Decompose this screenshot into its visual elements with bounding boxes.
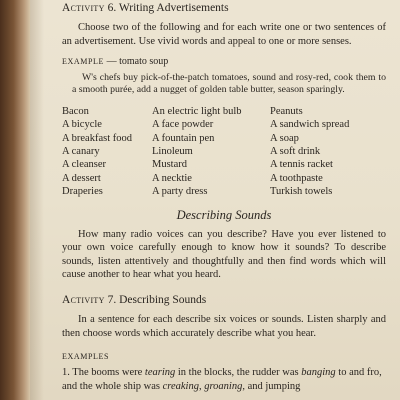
example-text-part: , xyxy=(198,380,205,392)
example-label xyxy=(62,55,386,68)
list-item: A canary xyxy=(62,146,100,158)
example-emphasis: creaking xyxy=(162,380,199,392)
example-text-part: in the blocks, the rudder was xyxy=(175,367,302,379)
list-item: Peanuts xyxy=(270,105,303,117)
example-label-word: EXAMPLE xyxy=(62,57,104,67)
list-item: An electric light bulb xyxy=(152,105,242,117)
list-item: A breakfast food xyxy=(62,132,132,144)
activity-7-heading xyxy=(62,294,386,307)
page-content xyxy=(62,2,386,393)
activity-7-instructions: In a sentence for each describe six voices or sounds. Listen sharply and then choose words which accurately describe what you hear. xyxy=(62,314,386,339)
example-number: 1. xyxy=(62,367,70,379)
activity-7-heading-lead: Activity xyxy=(62,293,105,306)
list-item: A bicycle xyxy=(62,119,102,131)
example-text-part: , and jumping xyxy=(242,380,301,392)
activity-6-heading-lead: Activity xyxy=(62,2,105,14)
list-item: Bacon xyxy=(62,105,89,117)
example-text-part: The booms were xyxy=(69,367,145,379)
list-item: A party dress xyxy=(152,186,208,198)
example-text-part: to and fro, and the whole ship was xyxy=(62,367,382,392)
examples-label: EXAMPLES xyxy=(62,351,110,361)
list-item: Mustard xyxy=(152,159,187,171)
example-text: W's chefs buy pick-of-the-patch tomatoes, sound and rosy-red, cook them to a smooth purée, add a nugget of golden table butter, season sparingly. xyxy=(72,71,386,96)
list-item: A necktie xyxy=(152,172,192,184)
example-emphasis: groaning xyxy=(204,380,243,392)
list-item: Linoleum xyxy=(152,146,193,158)
list-item: A fountain pen xyxy=(152,132,215,144)
list-item: Turkish towels xyxy=(270,186,333,198)
activity-6-heading xyxy=(62,2,386,15)
list-item: A sandwich spread xyxy=(270,119,350,131)
example-emphasis: tearing xyxy=(144,367,176,379)
product-list xyxy=(62,105,386,199)
list-item: A face powder xyxy=(152,119,214,131)
example-item-1 xyxy=(62,366,386,393)
example-emphasis: banging xyxy=(301,367,336,379)
list-item: A tennis racket xyxy=(270,159,333,171)
book-edge xyxy=(0,0,30,400)
list-item: A cleanser xyxy=(62,159,107,171)
describing-sounds-paragraph: How many radio voices can you describe? Have you ever listened to your own voice carefully enough to know how it sounds? To describe sounds, listen attentively and thoughtfully and then find words which will cause another to hear what you heard. xyxy=(62,229,386,281)
product-column-1 xyxy=(62,105,152,199)
list-item: A dessert xyxy=(62,172,101,184)
activity-6-instructions: Choose two of the following and for each write one or two sentences of an advertisement. Use vivid words and appeal to one or more senses. xyxy=(62,22,386,47)
list-item: A toothpaste xyxy=(270,172,323,184)
product-column-3 xyxy=(270,105,386,199)
list-item: A soap xyxy=(270,132,299,144)
list-item: Draperies xyxy=(62,186,103,198)
activity-7-heading-title: 7. Describing Sounds xyxy=(107,293,207,306)
example-label-subject: — tomato soup xyxy=(106,56,169,68)
section-title: Describing Sounds xyxy=(176,207,272,222)
list-item: A soft drink xyxy=(270,146,321,158)
product-column-2 xyxy=(152,105,270,199)
activity-6-heading-title: 6. Writing Advertisements xyxy=(107,2,229,14)
